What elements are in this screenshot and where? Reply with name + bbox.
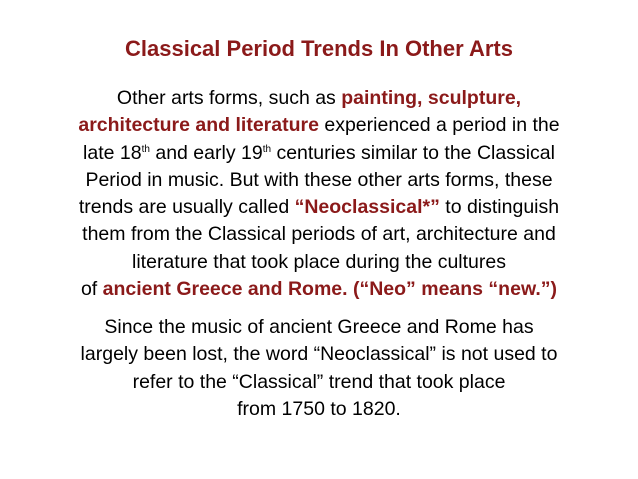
paragraph-music-note [0,314,638,423]
highlight-art-forms: painting, sculpture, [341,87,522,109]
paragraph-line: literature that took place during the cultures [132,250,506,273]
text-run: centuries similar to the Classical [271,141,555,164]
highlight-neoclassical: “Neoclassical*” [294,196,440,219]
paragraph-neoclassical-intro [0,85,638,303]
text-run: late 18 [83,141,142,164]
paragraph-line: refer to the “Classical” trend that took place [132,370,506,393]
paragraph-line: Period in music. But with these other arts forms, these [85,168,553,191]
paragraph-line: Since the music of ancient Greece and Rome has [104,316,534,338]
paragraph-line: from 1750 to 1820. [237,397,401,420]
paragraph-line [0,194,638,221]
paragraph-line [0,276,638,303]
text-run: to distinguish [439,196,560,219]
slide-title: Classical Period Trends In Other Arts [125,36,513,61]
text-run: and early 19 [149,141,263,164]
highlight-greece-rome: ancient Greece and Rome. (“Neo” means “new.”) [102,278,558,301]
ordinal-superscript: th [262,143,272,155]
ordinal-superscript: th [141,143,150,155]
text-run: Other arts forms, such as [116,87,342,109]
highlight-architecture-literature: architecture and literature [78,114,319,137]
paragraph-line: largely been lost, the word “Neoclassical” is not used to [80,343,558,366]
paragraph-line [0,140,638,167]
text-run: of [80,278,103,301]
text-run: experienced a period in the [318,114,560,137]
paragraph-line: them from the Classical periods of art, architecture and [82,223,556,246]
paragraph-line [0,85,638,112]
paragraph-line [0,112,638,139]
text-run: trends are usually called [78,196,295,219]
